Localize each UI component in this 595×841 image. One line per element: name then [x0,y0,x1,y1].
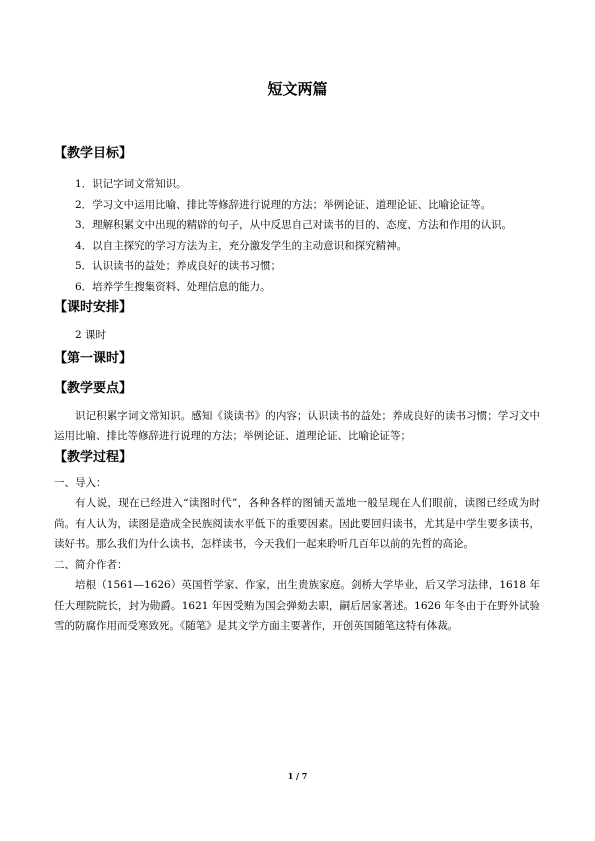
section-schedule [54,299,540,346]
author-label: 二、简介作者： [54,558,128,571]
intro-label: 一、导入： [54,476,107,489]
key-points-text: 识记积累字词文常知识。感知《谈读书》的内容；认识读书的益处；养成良好的读书习惯；学习文中运用比喻、排比等修辞进行说理的方法；举例论证、道理论证、比喻论证等； [54,409,540,442]
author-text: 培根（1561—1626）英国哲学家、作家，出生贵族家庭。剑桥大学毕业，后又学习法律，1618 年任大理院院长，封为勋爵。1621 年因受贿为国会弹劾去职，嗣后居家著述。1626 年冬由于在野外试验雪的防腐作用而受寒致死。《随笔》是其文学方面主要著作，开创英国随笔这特有体裁。 [54,579,540,632]
section-heading-first-lesson: 【第一课时】 [54,350,133,366]
intro-text: 有人说，现在已经进入“读图时代”，各种各样的图铺天盖地一般呈现在人们眼前，读图已经成为时尚。有人认为，读图是造成全民族阅读水平低下的重要因素。因此要回归读书，尤其是中学生要多读书，读好书。那么我们为什么读书，怎样读书，今天我们一起来聆听几百年以前的先哲的高论。 [54,497,540,550]
page-title: 短文两篇 [267,80,328,98]
section-heading-schedule: 【课时安排】 [54,300,133,315]
goal-item: 6．培养学生搜集资料、处理信息的能力。 [75,280,271,293]
goal-item: 5．认识读书的益处；养成良好的读书习惯； [75,260,282,272]
section-heading-process: 【教学过程】 [54,449,133,465]
goal-item: 1．识记字词文常知识。 [75,178,187,190]
section-key-points [54,380,540,447]
section-process [54,449,540,637]
section-first-lesson [54,350,540,368]
page-number: 1 / 7 [287,771,308,781]
section-heading-key-points: 【教学要点】 [54,380,133,396]
goal-item: 3．理解积累文中出现的精辟的句子，从中反思自己对读书的目的、态度、方法和作用的认识。 [75,219,513,231]
goal-item: 4．以自主探究的学习方法为主，充分激发学生的主动意识和探究精神。 [75,239,408,252]
section-heading-goals: 【教学目标】 [54,146,133,161]
document-body [54,145,540,637]
goal-item: 2．学习文中运用比喻、排比等修辞进行说理的方法；举例论证、道理论证、比喻论证等。 [75,198,492,211]
section-goals [54,145,540,297]
schedule-text: 2 课时 [75,329,107,341]
